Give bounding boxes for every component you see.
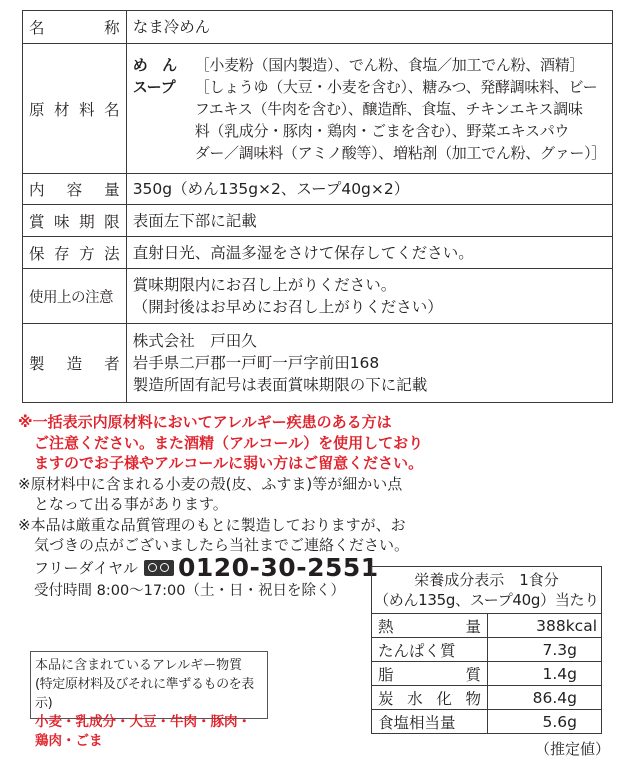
nutrition-row-carbohydrate <box>372 686 602 710</box>
freedial-label: フリーダイヤル <box>34 559 138 577</box>
warning-line: ますのでお子様やアルコールに弱い方はご留意ください。 <box>34 454 424 472</box>
storage-value: 直射日光、高温多湿をさけて保存してください。 <box>126 237 612 269</box>
product-name: なま冷めん <box>126 11 612 44</box>
freedial-contact <box>34 553 379 582</box>
noodle-ingredients <box>133 54 606 76</box>
key-char: 化 <box>436 689 452 708</box>
estimate-note: （推定値） <box>535 740 611 758</box>
key-char: 質 <box>465 665 481 684</box>
contents-value: 350g（めん135g×2、スープ40g×2） <box>126 174 612 205</box>
nutrient-value: 5.6g <box>488 710 602 734</box>
warning-line: ご注意ください。また酒精（アルコール）を使用しており <box>34 433 424 452</box>
phone-number[interactable]: 0120-30-2551 <box>177 553 379 582</box>
nutrition-row-energy <box>372 614 602 638</box>
row-storage <box>23 237 613 269</box>
manufacturer-name: 株式会社 戸田久 <box>132 332 257 350</box>
key-char: 物 <box>465 689 481 708</box>
soup-text: ダー／調味料（アミノ酸等）、増粘剤（加工でん粉、グァー）］ <box>194 143 606 162</box>
notes-section <box>18 412 438 556</box>
key-char: 水 <box>407 689 423 708</box>
allergen-subtitle: (特定原材料及びそれに準ずるものを表示) <box>35 677 254 711</box>
soup-ingredients <box>133 76 606 98</box>
warning-line: ※一括表示内原材料においてアレルギー疾患のある方は <box>18 413 392 431</box>
nutrient-name: たんぱく質 <box>372 638 488 662</box>
nutrition-serving: （めん135g、スープ40g）当たり <box>374 591 599 609</box>
ingredients-value <box>126 44 612 174</box>
nutrition-row-salt <box>372 710 602 734</box>
key-char: 存 <box>54 244 70 263</box>
key-char: 原 <box>29 100 45 119</box>
reception-hours: 受付時間 8:00〜17:00（土・日・祝日を除く） <box>34 583 345 599</box>
row-storage-key <box>23 237 127 269</box>
key-char: 造 <box>66 355 83 373</box>
nutrition-facts-table <box>371 566 602 734</box>
nutrient-value: 86.4g <box>488 686 602 710</box>
key-char: 限 <box>104 212 120 231</box>
key-char: 者 <box>104 355 120 373</box>
key-char: 方 <box>79 244 95 263</box>
manufacturer-note: 製造所固有記号は表面賞味期限の下に記載 <box>132 376 428 394</box>
key-char: 容 <box>66 181 83 199</box>
key-char: 名 <box>29 19 45 37</box>
nutrition-row-fat <box>372 662 602 686</box>
key-char: 熱 <box>378 617 394 636</box>
key-char: 料 <box>79 100 95 119</box>
key-char: 法 <box>104 244 120 263</box>
freedial-icon <box>144 560 174 576</box>
row-usage-caution <box>23 269 613 324</box>
soup-text: フエキス（牛肉を含む）、醸造酢、食塩、チキンエキス調味 <box>194 99 583 118</box>
key-char: 材 <box>54 100 70 119</box>
key-char: 称 <box>104 19 120 37</box>
row-name <box>23 11 613 44</box>
key-char: 味 <box>54 212 70 231</box>
nutrient-value: 7.3g <box>488 638 602 662</box>
row-contents-key <box>23 174 127 205</box>
key-char: 炭 <box>378 689 394 708</box>
row-usage-caution-key <box>23 269 127 324</box>
manufacturer-address: 岩手県二戸郡一戸町一戸字前田168 <box>132 354 380 372</box>
manufacturer-value <box>126 324 612 403</box>
nutrient-name: 食塩相当量 <box>372 710 488 734</box>
nutrition-header-cell <box>372 567 602 614</box>
nutrient-value: 1.4g <box>488 662 602 686</box>
caution-line: （開封後はお早めにお召し上がりください） <box>132 298 443 316</box>
product-label-table <box>22 10 613 403</box>
quality-note <box>18 515 438 556</box>
row-manufacturer-key <box>23 324 127 403</box>
allergy-alcohol-warning <box>18 412 438 474</box>
caution-line: 賞味期限内にお召し上がりください。 <box>132 276 397 294</box>
key-char: 期 <box>79 212 95 231</box>
key-char: 保 <box>29 244 45 263</box>
soup-text: 料（乳成分・豚肉・鶏肉・ごまを含む）、野菜エキスパウ <box>194 121 570 140</box>
row-ingredients <box>23 44 613 174</box>
nutrient-value: 388kcal <box>488 614 602 638</box>
row-manufacturer <box>23 324 613 403</box>
note-line: ※本品は厳重な品質管理のもとに製造しておりますが、お <box>18 515 406 534</box>
key-char: 内 <box>29 181 45 199</box>
row-name-key <box>23 11 127 44</box>
allergen-title: 本品に含まれているアレルギー物質 <box>35 658 243 673</box>
nutrient-name <box>372 686 488 710</box>
allergen-box <box>30 651 268 749</box>
key-char: 量 <box>465 617 481 636</box>
nutrient-name <box>372 662 488 686</box>
note-line: 気づきの点がございましたら当社までご連絡ください。 <box>34 536 410 554</box>
row-ingredients-key <box>23 44 127 174</box>
soup-text: ［しょうゆ（大豆・小麦を含む）、糖みつ、発酵調味料、ビー <box>194 77 598 96</box>
key-char: 脂 <box>378 665 394 684</box>
best-before-value: 表面左下部に記載 <box>126 205 612 237</box>
key-text: 使用上の注意 <box>29 289 113 306</box>
row-best-before <box>23 205 613 237</box>
note-line: ※原材料中に含まれる小麦の殻(皮、ふすま)等が細かい点 <box>18 474 403 493</box>
noodle-text: ［小麦粉（国内製造）、でん粉、食塩／加工でん粉、酒精］ <box>194 55 585 74</box>
key-char: 賞 <box>29 212 45 231</box>
noodle-heading: め ん <box>132 55 177 74</box>
key-char: 量 <box>104 181 120 199</box>
key-char: 製 <box>29 355 45 373</box>
soup-heading: スープ <box>132 77 176 96</box>
nutrition-header <box>372 567 602 614</box>
key-char: 名 <box>104 100 120 119</box>
row-best-before-key <box>23 205 127 237</box>
nutrition-row-protein <box>372 638 602 662</box>
bran-note <box>18 474 438 515</box>
row-contents <box>23 174 613 205</box>
note-line: となって出る事があります。 <box>34 495 228 513</box>
allergen-list: 小麦・乳成分・大豆・牛肉・豚肉・鶏肉・ごま <box>35 714 251 749</box>
nutrient-name <box>372 614 488 638</box>
usage-caution-value <box>126 269 612 324</box>
nutrition-title: 栄養成分表示 1食分 <box>414 571 559 589</box>
